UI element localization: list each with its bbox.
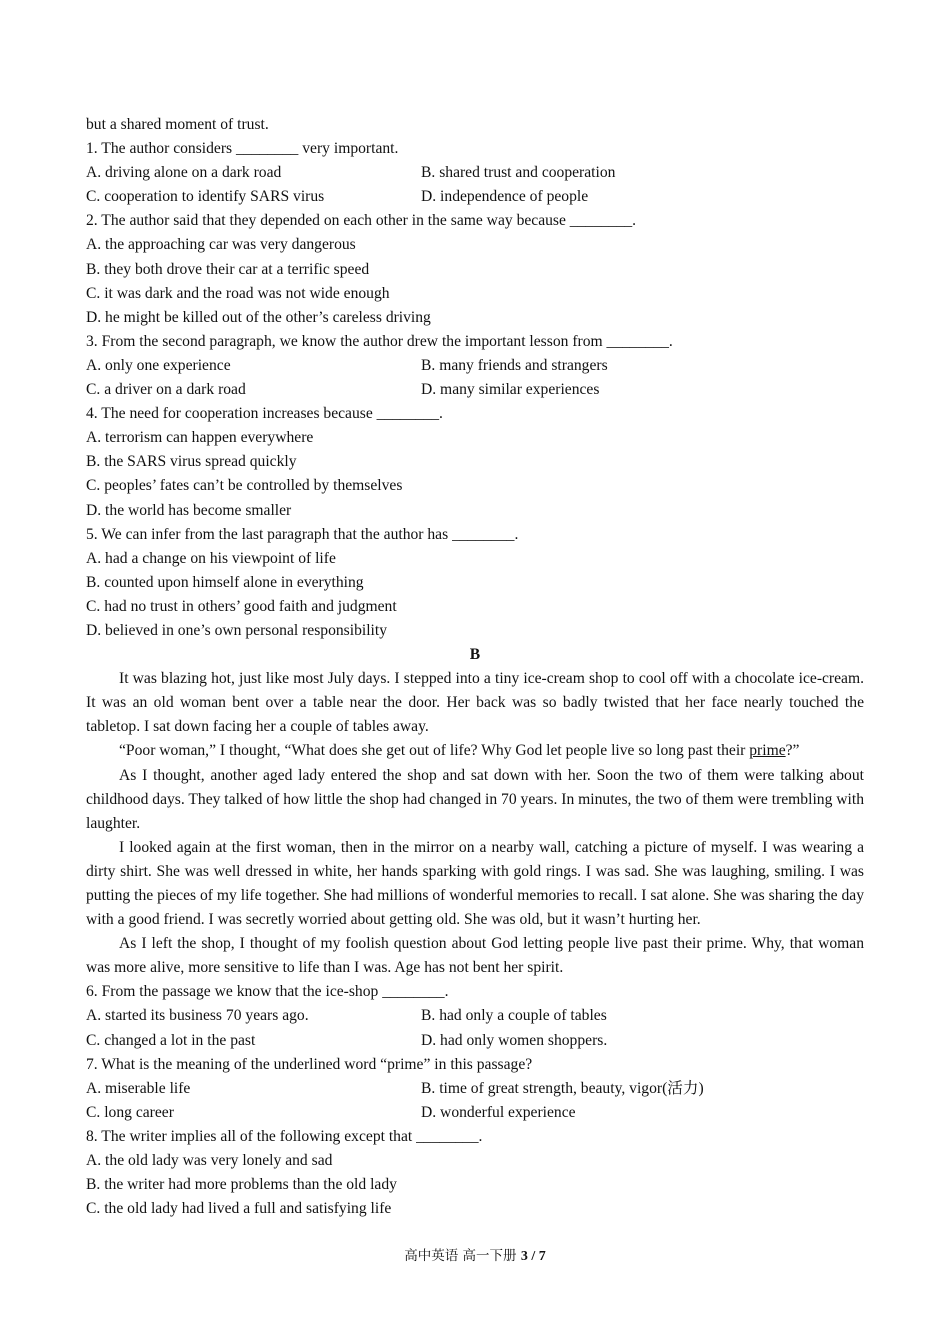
page-footer [0,1244,950,1265]
question-stem: 4. The need for cooperation increases because ________. [86,405,443,423]
option: C. changed a lot in the past [86,1031,256,1049]
option: C. peoples’ fates can’t be controlled by themselves [86,477,403,495]
option-row [86,354,864,378]
option: A. terrorism can happen everywhere [86,429,314,447]
option-row [86,185,864,209]
passage-paragraph: It was blazing hot, just like most July days. I stepped into a tiny ice-cream shop to cool off with a chocolate ice-cream. It was an old woman bent over a table near the door. Her back was so badly twisted that her face nearly touched the tabletop. I sat down facing her a couple of tables away. [86,670,864,736]
passage-paragraph: As I thought, another aged lady entered the shop and sat down with her. Soon the two of them were talking about childhood days. They talked of how little the shop had changed in 70 years. In minutes, the two of them were trembling with laughter. [86,766,864,832]
option: D. independence of people [421,188,589,206]
question-stem: 5. We can infer from the last paragraph that the author has ________. [86,525,519,543]
option: B. had only a couple of tables [421,1007,607,1025]
option-row [86,1101,864,1125]
option-row [86,378,864,402]
option: A. started its business 70 years ago. [86,1007,309,1025]
passage-tail: but a shared moment of trust. [86,116,269,133]
passage-paragraph: I looked again at the first woman, then in the mirror on a nearby wall, catching a picture of myself. I was wearing a dirty shirt. She was well dressed in white, her hands sparking with gold rings. I was sad. She was laughing, smiling. I was putting the pieces of my life together. She had millions of wonderful memories to recall. I sat alone. She was sharing the day with a good friend. I was secretly worried about getting old. She was old, but it wasn’t hurting her. [86,838,864,929]
option: A. driving alone on a dark road [86,164,282,182]
underlined-word: prime [749,742,786,760]
question-stem: 8. The writer implies all of the following except that ________. [86,1127,483,1145]
option: A. had a change on his viewpoint of life [86,549,336,567]
question-stem: 3. From the second paragraph, we know the author drew the important lesson from ________. [86,332,673,350]
option: C. the old lady had lived a full and satisfying life [86,1200,392,1218]
paragraph-text: ?” [785,742,800,760]
option: B. shared trust and cooperation [421,164,616,182]
option: D. had only women shoppers. [421,1031,608,1049]
option: D. he might be killed out of the other’s careless driving [86,308,431,326]
option: B. the writer had more problems than the old lady [86,1176,397,1194]
option: D. many similar experiences [421,381,600,399]
footer-label: 高中英语 高一下册 [404,1248,521,1264]
section-heading: B [469,646,481,664]
option: A. only one experience [86,356,231,374]
option: B. they both drove their car at a terrific speed [86,260,370,278]
option: A. the approaching car was very dangerous [86,236,356,254]
option: C. long career [86,1103,174,1121]
page-separator: / [527,1249,539,1264]
option: C. cooperation to identify SARS virus [86,188,325,206]
option-row [86,1077,864,1101]
option-row [86,1029,864,1053]
option: A. miserable life [86,1079,191,1097]
question-stem: 6. From the passage we know that the ice-shop ________. [86,983,449,1001]
option: A. the old lady was very lonely and sad [86,1152,333,1170]
page-total: 7 [538,1249,546,1264]
option: D. the world has become smaller [86,501,292,519]
question-stem: 7. What is the meaning of the underlined word “prime” in this passage? [86,1055,533,1073]
option-row [86,161,864,185]
option: B. many friends and strangers [421,356,608,374]
option: D. wonderful experience [421,1103,576,1121]
option-row [86,1004,864,1028]
question-stem: 1. The author considers ________ very important. [86,140,399,158]
passage-paragraph [86,739,864,763]
paragraph-text: “Poor woman,” I thought, “What does she get out of life? Why God let people live so long past their [119,742,750,760]
option: C. had no trust in others’ good faith and judgment [86,597,397,615]
document-page [86,113,864,1221]
option: C. a driver on a dark road [86,381,246,399]
option: B. counted upon himself alone in everything [86,573,364,591]
passage-paragraph: As I left the shop, I thought of my foolish question about God letting people live past their prime. Why, that woman was more alive, more sensitive to life than I was. Age has not bent her spirit. [86,935,864,977]
question-stem: 2. The author said that they depended on each other in the same way because ________. [86,212,637,230]
option: B. the SARS virus spread quickly [86,453,297,471]
option: C. it was dark and the road was not wide enough [86,284,390,302]
option: B. time of great strength, beauty, vigor(活力) [421,1079,704,1097]
page-number: 3 [520,1249,528,1264]
option: D. believed in one’s own personal responsibility [86,621,387,639]
